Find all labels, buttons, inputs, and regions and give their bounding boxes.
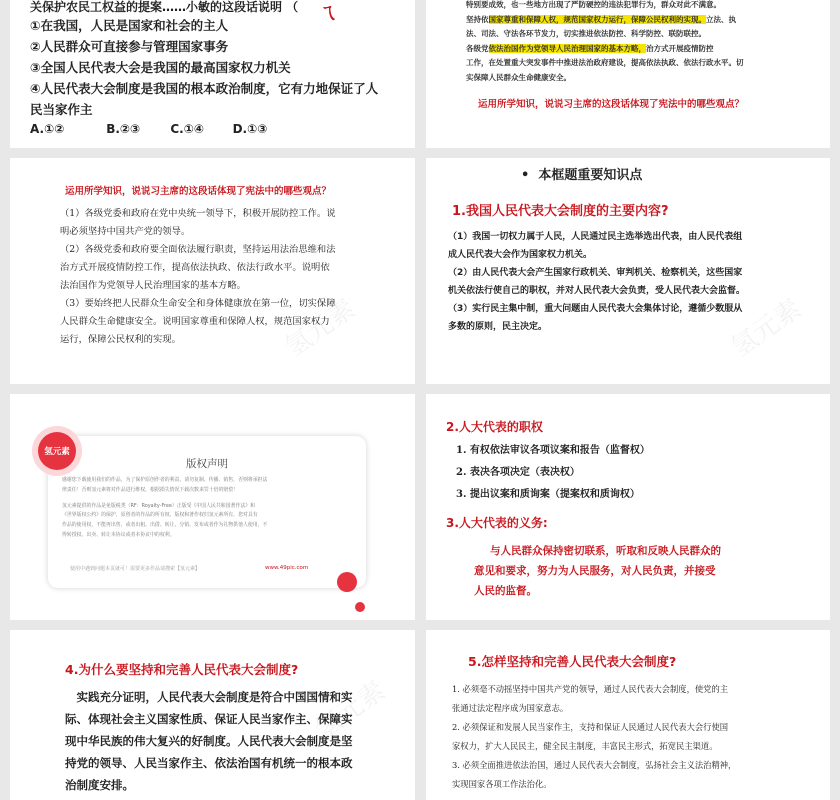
slide-6[interactable]: [426, 394, 830, 620]
answer-line: （2）各级党委和政府要全面依法履行职责，坚持运用法治思维和法: [60, 244, 336, 255]
choice-row: [30, 122, 410, 136]
section-title: 4.为什么要坚持和完善人民代表大会制度?: [65, 662, 299, 677]
copyright-line: 《世界版权公约》的保护，原创者的作品的所有权、版权和著作权归氢元素所有，您对具有: [62, 512, 258, 519]
method-line: 3. 必须全面推进依法治国，通过人民代表大会制度，弘扬社会主义法治精神，: [452, 760, 737, 770]
choice-b[interactable]: B.②③: [106, 122, 141, 136]
option-list: [30, 15, 378, 120]
watermark: 氢元素: [279, 293, 361, 364]
duty-line: 意见和要求，努力为人民服务，对人民负责，并接受: [474, 565, 716, 577]
question-fragment: 关保护农民工权益的提案……小敏的这段话说明 （: [30, 0, 299, 14]
answer-line: （1）各级党委和政府在党中央统一领导下，积极开展防控工作。说: [60, 208, 336, 219]
choice-a[interactable]: A.①②: [30, 122, 65, 136]
option-item: 民当家作主: [30, 102, 93, 117]
power-item: 3. 提出议案和质询案（提案权和质询权）: [456, 489, 640, 500]
question-text: 运用所学知识，说说习主席的这段话体现了宪法中的哪些观点？: [65, 186, 332, 197]
footer-link[interactable]: www.49pic.com: [265, 565, 309, 571]
passage-line: 坚持依国家尊重和保障人权，规范国家权力运行，保障公民权利的实现。立法、执: [466, 14, 736, 24]
option-item: ③全国人民代表大会是我国的最高国家权力机关: [30, 60, 291, 75]
content-line: 机关依法行使自己的职权，并对人民代表大会负责，受人民代表大会监督。: [448, 286, 746, 296]
section-title: 3.人大代表的义务:: [446, 516, 548, 530]
power-list: [456, 440, 650, 506]
copyright-body: [62, 476, 358, 541]
method-line: 1. 必须毫不动摇坚持中国共产党的领导，通过人民代表大会制度，使党的主: [452, 684, 729, 694]
option-item: ①在我国，人民是国家和社会的主人: [30, 18, 229, 33]
method-line: 实现国家各项工作法治化。: [452, 779, 552, 789]
content-line: （2）由人民代表大会产生国家行政机关、审判机关、检察机关，这些国家: [448, 268, 743, 278]
choice-c[interactable]: C.①④: [170, 122, 205, 136]
reason-line: 持党的领导、人民当家作主、依法治国有机统一的根本政: [65, 756, 353, 770]
watermark: 氢元素: [725, 293, 807, 364]
slide-1[interactable]: [10, 0, 415, 148]
watermark: 氢元素: [309, 675, 391, 746]
copyright-title: 版权声明: [186, 458, 228, 470]
content-line: 成人民代表大会作为国家权力机关。: [448, 250, 593, 260]
answer-line: （3）要始终把人民群众生命安全和身体健康放在第一位，切实保障: [60, 298, 336, 309]
content-line: （3）实行民主集中制，重大问题由人民代表大会集体讨论，遵循少数服从: [448, 304, 743, 314]
passage-line: 实保障人民群众生命健康安全。: [466, 72, 571, 82]
answer-line: 人民群众生命健康安全。说明国家尊重和保障人权，规范国家权力: [60, 316, 330, 327]
slide-2[interactable]: [426, 0, 830, 148]
method-line: 张通过法定程序成为国家意志。: [452, 703, 569, 713]
copyright-line: 氢元素提供的作品是免版税类（RF：Royalty-Free）正版受《中国人民共和国著作法》和: [62, 502, 256, 509]
reason-line: 治制度安排。: [65, 778, 134, 792]
section-title: 5.怎样坚持和完善人民代表大会制度?: [468, 654, 677, 669]
section-subtitle: 1.我国人民代表大会制度的主要内容?: [452, 204, 669, 219]
highlight-text: 国家尊重和保障人权，规范国家权力运行，保障公民权利的实现。: [488, 14, 706, 24]
slide-7[interactable]: [10, 630, 415, 800]
swoosh-mark: ㄟ: [318, 0, 338, 24]
power-item: 1. 有权依法审议各项议案和报告（监督权）: [456, 445, 650, 456]
slide-5[interactable]: [10, 394, 415, 620]
reason-line: 实践充分证明，人民代表大会制度是符合中国国情和实: [65, 690, 353, 704]
passage-line: 特别要成效，也一些地方出现了严防硬控的违法犯罪行为，群众对此不满意。: [466, 0, 721, 9]
method-line: 家权力，扩大人民民主，健全民主制度，丰富民主形式，拓宽民主渠道。: [452, 741, 718, 751]
section-title: 2.人大代表的职权: [446, 420, 543, 434]
speech-passage: [466, 0, 816, 85]
content-line: （1）我国一切权力属于人民，人民通过民主选举选出代表，由人民代表组: [448, 232, 743, 242]
copyright-line: 得转授权、出卖、转让本协议或者本协议中的权利。: [62, 531, 175, 538]
bullet-dot: •: [521, 168, 530, 183]
method-block: [452, 680, 822, 794]
reason-line: 际、体现社会主义国家性质、保证人民当家作主、保障实: [65, 712, 353, 726]
power-item: 2. 表决各项决定（表决权）: [456, 467, 580, 478]
content-line: 多数的原则，民主决定。: [448, 322, 548, 332]
passage-line: 工作，在处置重大突发事件中推进法治政府建设，提高依法执政、依法行政水平。切: [466, 58, 744, 67]
passage-line: 各级党依法治国作为党领导人民治理国家的基本方略，治方式开展疫情防控: [466, 43, 714, 53]
highlight-text: 依法治国作为党领导人民治理国家的基本方略，: [488, 43, 646, 53]
option-item: ④人民代表大会制度是我国的根本政治制度，它有力地保证了人: [30, 81, 379, 96]
answer-line: 法治国作为党领导人民治理国家的基本方略。: [60, 280, 246, 291]
duty-line: 人民的监督。: [474, 585, 537, 597]
slide-3[interactable]: [10, 158, 415, 384]
duty-line: 与人民群众保持密切联系，听取和反映人民群众的: [490, 545, 721, 557]
passage-line: 法、司法、守法各环节发力，切实推进依法防控、科学防控、联防联控。: [466, 29, 706, 38]
footer-note: 使用中遇到问题本页就可！需要更多作品请搜索【氢元素】: [70, 566, 201, 572]
brand-logo: 氢元素: [38, 432, 76, 470]
slide-8[interactable]: [426, 630, 830, 800]
copyright-line: 感谢您下载使用我们的作品，为了保护原创作者的利益，请勿复制、传播、销售，否则将承担法: [62, 477, 268, 483]
choice-d[interactable]: D.①③: [232, 122, 268, 136]
method-line: 2. 必须保证和发展人民当家作主，支持和保证人民通过人民代表大会行使国: [452, 722, 729, 732]
duty-text: [474, 541, 721, 601]
decor-dot-small: [355, 602, 365, 612]
answer-line: 运行，保障公民权利的实现。: [60, 334, 181, 345]
copyright-line: 作品的使用权，不能再出售，或者出租、出借、转让、分销、发布或者作为礼物供他人使用，不: [62, 522, 268, 529]
decor-dot-large: [337, 572, 357, 592]
reason-line: 现中华民族的伟大复兴的好制度。人民代表大会制度是坚: [65, 734, 353, 748]
section-header: • 本框题重要知识点: [521, 168, 643, 183]
question-text: 运用所学知识，说说习主席的这段话体现了宪法中的哪些观点？: [478, 99, 745, 110]
copyright-line: 律责任！否则氢元素将对作品进行维权，根据损失情况下载次数来罚十倍的赔偿！: [62, 486, 239, 493]
answer-line: 明必须坚持中国共产党的领导。: [60, 226, 191, 237]
slide-4[interactable]: [426, 158, 830, 384]
answer-line: 治方式开展疫情防控工作，提高依法执政、依法行政水平。说明依: [60, 262, 330, 273]
option-item: ②人民群众可直接参与管理国家事务: [30, 39, 229, 54]
